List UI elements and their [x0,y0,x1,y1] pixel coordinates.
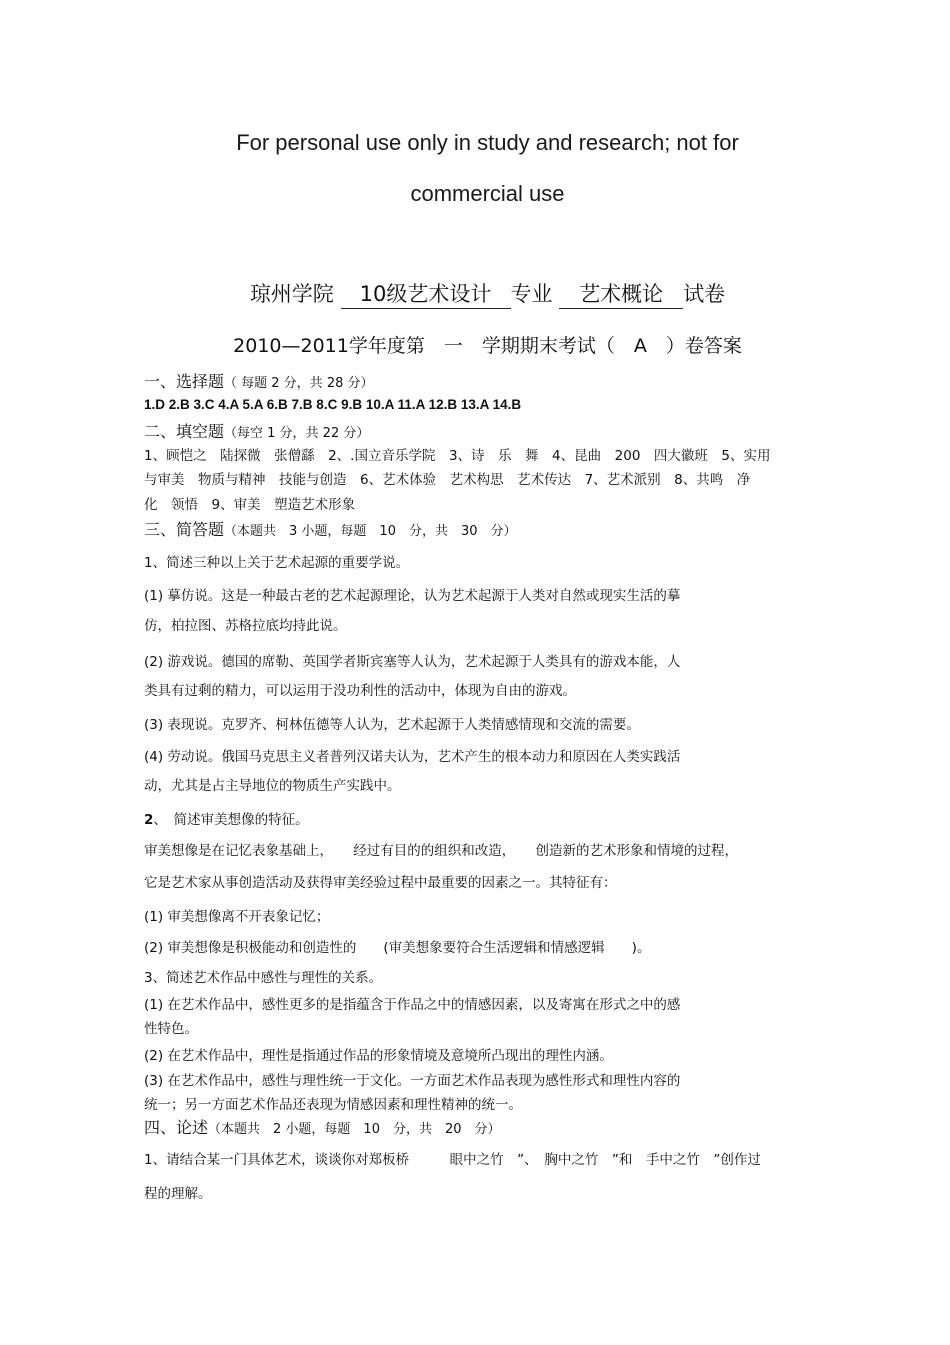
s3-q3-answer-1: (1) 在艺术作品中，感性更多的是指蕴含于作品之中的情感因素，以及寄寓在形式之中的感 [144,997,681,1013]
s3-q2-answer-1: (1) 审美想像离不开表象记忆； [144,909,330,925]
s4-question-1: 1、请结合某一门具体艺术，谈谈你对郑板桥 眼中之竹 ”、 胸中之竹 ”和 手中之竹 ”创作过 [144,1152,761,1168]
s3-q1-answer-2: (2) 游戏说。德国的席勒、英国学者斯宾塞等人认为，艺术起源于人类具有的游戏本能，人 [144,654,681,670]
section-2-heading [144,419,369,442]
section-3-title: 三、简答题 [144,520,225,539]
s3-question-1: 1、简述三种以上关于艺术起源的重要学说。 [144,555,410,571]
s3-q1-answer-1-cont: 仿，柏拉图、苏格拉底均持此说。 [144,618,347,634]
watermark-line-2: commercial use [410,181,565,206]
course-field: 艺术概论 [559,278,683,309]
s3-question-3: 3、简述艺术作品中感性与理性的关系。 [144,970,383,986]
section-2-note: （每空 1 分，共 22 分） [224,426,370,441]
s3-q2-paragraph-2: 它是艺术家从事创造活动及获得审美经验过程中最重要的因素之一。其特征有： [144,875,617,891]
section-4-heading [144,1115,501,1138]
section-2-line-1: 1、顾恺之 陆探微 张僧繇 2、.国立音乐学院 3、诗 乐 舞 4、昆曲 200 四大徽班 5、实用 [144,448,771,464]
section-3-note: （本题共 3 小题，每题 10 分，共 30 分） [224,524,517,539]
s4-question-1-cont: 程的理解。 [144,1186,212,1202]
s3-q3-answer-3: (3) 在艺术作品中，感性与理性统一于文化。一方面艺术作品表现为感性形式和理性内容的 [144,1073,681,1089]
s3-q2-paragraph-1: 审美想像是在记忆表象基础上， 经过有目的的组织和改造， 创造新的艺术形象和情境的过程， [144,843,738,859]
paper-label: 试卷 [683,282,726,306]
section-2-title: 二、填空题 [144,422,225,441]
s3-question-2-text: 、 简述审美想像的特征。 [153,812,309,828]
exam-title [0,278,950,309]
s3-q3-answer-2: (2) 在艺术作品中，理性是指通过作品的形象情境及意境所凸现出的理性内涵。 [144,1048,613,1064]
school-name: 琼州学院 [249,282,334,306]
section-1-heading [144,369,374,392]
s3-q1-answer-2-cont: 类具有过剩的精力，可以运用于没功利性的活动中，体现为自由的游戏。 [144,683,576,699]
section-4-title: 四、论述 [144,1118,209,1137]
exam-subtitle: 2010—2011学年度第 一 学期期末考试（ A ）卷答案 [233,335,742,357]
watermark-line-1: For personal use only in study and research; not for [236,130,739,155]
section-1-note: （ 每题 2 分，共 28 分） [224,376,374,391]
section-2-line-3: 化 领悟 9、审美 塑造艺术形象 [144,497,356,513]
s3-q1-answer-4-cont: 动，尤其是占主导地位的物质生产实践中。 [144,778,401,794]
section-2-line-2: 与审美 物质与精神 技能与创造 6、艺术体验 艺术构思 艺术传达 7、艺术派别 8、共鸣 净 [144,472,751,488]
section-4-note: （本题共 2 小题，每题 10 分，共 20 分） [208,1122,501,1137]
s3-q1-answer-3: (3) 表现说。克罗齐、柯林伍德等人认为，艺术起源于人类情感情现和交流的需要。 [144,717,640,733]
section-3-heading [144,517,517,540]
s3-question-2 [144,808,309,828]
s3-q3-answer-1-cont: 性特色。 [144,1021,198,1037]
s3-question-2-number: 2 [144,812,154,828]
s3-q1-answer-4: (4) 劳动说。俄国马克思主义者普列汉诺夫认为，艺术产生的根本动力和原因在人类实践活 [144,749,681,765]
major-label: 专业 [510,282,553,306]
grade-field: 10级艺术设计 [341,278,511,309]
section-1-title: 一、选择题 [144,372,225,391]
s3-q2-answer-2: (2) 审美想像是积极能动和创造性的 (审美想象要符合生活逻辑和情感逻辑 )。 [144,940,651,956]
s3-q1-answer-1: (1) 摹仿说。这是一种最古老的艺术起源理论，认为艺术起源于人类对自然或现实生活的摹 [144,588,681,604]
section-1-answers: 1.D 2.B 3.C 4.A 5.A 6.B 7.B 8.C 9.B 10.A 11.A 12.B 13.A 14.B [144,397,522,412]
s3-q3-answer-3-cont: 统一；另一方面艺术作品还表现为情感因素和理性精神的统一。 [144,1097,522,1113]
